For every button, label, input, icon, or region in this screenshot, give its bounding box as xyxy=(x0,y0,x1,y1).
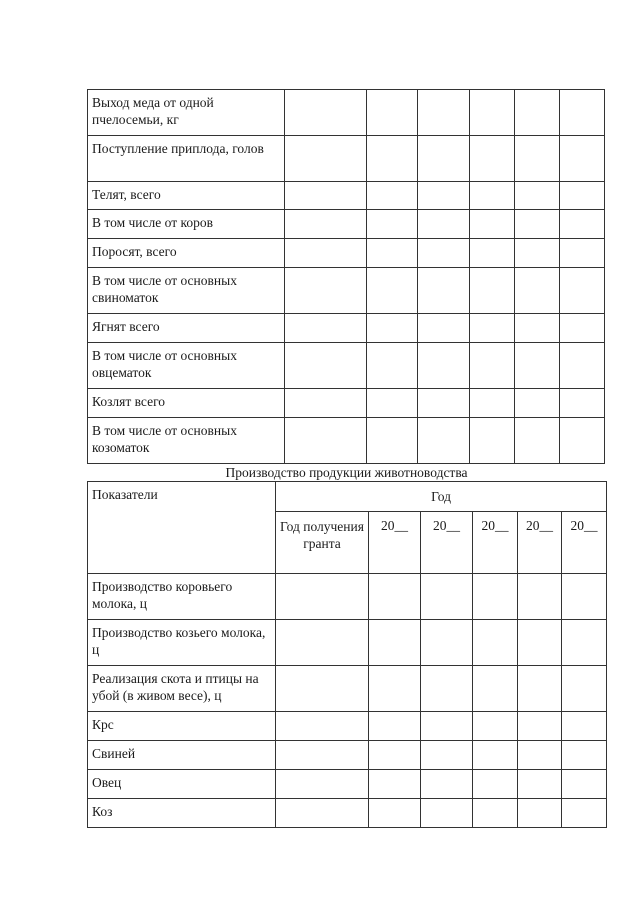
data-cell[interactable] xyxy=(418,210,470,239)
data-cell[interactable] xyxy=(470,389,515,418)
data-cell[interactable] xyxy=(473,574,518,620)
table-row xyxy=(88,90,605,136)
data-cell[interactable] xyxy=(418,418,470,464)
data-cell[interactable] xyxy=(518,620,562,666)
row-label: Производство козьего молока, ц xyxy=(88,620,276,666)
data-cell[interactable] xyxy=(470,343,515,389)
data-cell[interactable] xyxy=(276,799,369,828)
row-label: Овец xyxy=(88,770,276,799)
data-cell[interactable] xyxy=(367,210,418,239)
data-cell[interactable] xyxy=(367,268,418,314)
row-label: Поступление приплода, голов xyxy=(88,136,285,182)
reproduction-table xyxy=(87,89,605,464)
data-cell[interactable] xyxy=(276,712,369,741)
table-row xyxy=(88,574,607,620)
header-year-col: 20__ xyxy=(421,512,473,574)
data-cell[interactable] xyxy=(515,268,560,314)
data-cell[interactable] xyxy=(515,239,560,268)
data-cell[interactable] xyxy=(473,799,518,828)
header-year-col: 20__ xyxy=(473,512,518,574)
row-label: Козлят всего xyxy=(88,389,285,418)
data-cell[interactable] xyxy=(518,574,562,620)
data-cell[interactable] xyxy=(470,136,515,182)
table-row xyxy=(88,712,607,741)
data-cell[interactable] xyxy=(470,210,515,239)
data-cell[interactable] xyxy=(421,574,473,620)
data-cell[interactable] xyxy=(285,182,367,210)
data-cell[interactable] xyxy=(515,90,560,136)
data-cell[interactable] xyxy=(418,90,470,136)
row-label: Выход меда от одной пчелосемьи, кг xyxy=(88,90,285,136)
data-cell[interactable] xyxy=(562,574,607,620)
header-row xyxy=(88,482,607,512)
table-row xyxy=(88,182,605,210)
data-cell[interactable] xyxy=(562,666,607,712)
table-row xyxy=(88,268,605,314)
data-cell[interactable] xyxy=(367,389,418,418)
table-row xyxy=(88,799,607,828)
data-cell[interactable] xyxy=(473,620,518,666)
header-indicators: Показатели xyxy=(88,482,276,574)
data-cell[interactable] xyxy=(285,418,367,464)
row-label: Крс xyxy=(88,712,276,741)
data-cell[interactable] xyxy=(285,268,367,314)
data-cell[interactable] xyxy=(560,90,605,136)
data-cell[interactable] xyxy=(518,741,562,770)
data-cell[interactable] xyxy=(470,268,515,314)
data-cell[interactable] xyxy=(369,799,421,828)
table-row xyxy=(88,389,605,418)
data-cell[interactable] xyxy=(515,182,560,210)
data-cell[interactable] xyxy=(515,136,560,182)
data-cell[interactable] xyxy=(473,741,518,770)
data-cell[interactable] xyxy=(421,666,473,712)
table-row xyxy=(88,136,605,182)
table-row xyxy=(88,343,605,389)
data-cell[interactable] xyxy=(560,239,605,268)
data-cell[interactable] xyxy=(560,418,605,464)
row-label: В том числе от основных овцематок xyxy=(88,343,285,389)
row-label: Коз xyxy=(88,799,276,828)
data-cell[interactable] xyxy=(421,712,473,741)
data-cell[interactable] xyxy=(418,136,470,182)
table-row xyxy=(88,666,607,712)
data-cell[interactable] xyxy=(473,712,518,741)
data-cell[interactable] xyxy=(369,574,421,620)
header-grant-year: Год получения гранта xyxy=(276,512,369,574)
data-cell[interactable] xyxy=(418,268,470,314)
data-cell[interactable] xyxy=(560,343,605,389)
header-year-col: 20__ xyxy=(369,512,421,574)
data-cell[interactable] xyxy=(560,314,605,343)
data-cell[interactable] xyxy=(560,210,605,239)
data-cell[interactable] xyxy=(285,239,367,268)
data-cell[interactable] xyxy=(421,741,473,770)
data-cell[interactable] xyxy=(418,239,470,268)
data-cell[interactable] xyxy=(285,136,367,182)
data-cell[interactable] xyxy=(518,770,562,799)
data-cell[interactable] xyxy=(367,182,418,210)
row-label: В том числе от основных козоматок xyxy=(88,418,285,464)
table-row xyxy=(88,770,607,799)
data-cell[interactable] xyxy=(560,182,605,210)
data-cell[interactable] xyxy=(562,741,607,770)
data-cell[interactable] xyxy=(470,418,515,464)
data-cell[interactable] xyxy=(515,418,560,464)
table-row xyxy=(88,239,605,268)
data-cell[interactable] xyxy=(367,418,418,464)
data-cell[interactable] xyxy=(418,343,470,389)
table-row xyxy=(88,210,605,239)
data-cell[interactable] xyxy=(560,136,605,182)
row-label: Телят, всего xyxy=(88,182,285,210)
data-cell[interactable] xyxy=(285,210,367,239)
data-cell[interactable] xyxy=(515,343,560,389)
data-cell[interactable] xyxy=(473,770,518,799)
data-cell[interactable] xyxy=(367,343,418,389)
data-cell[interactable] xyxy=(518,666,562,712)
data-cell[interactable] xyxy=(418,182,470,210)
table-row xyxy=(88,314,605,343)
data-cell[interactable] xyxy=(515,210,560,239)
data-cell[interactable] xyxy=(367,90,418,136)
data-cell[interactable] xyxy=(560,389,605,418)
row-label: В том числе от коров xyxy=(88,210,285,239)
data-cell[interactable] xyxy=(470,90,515,136)
data-cell[interactable] xyxy=(276,770,369,799)
data-cell[interactable] xyxy=(369,770,421,799)
data-cell[interactable] xyxy=(562,620,607,666)
data-cell[interactable] xyxy=(515,314,560,343)
section-title: Производство продукции животноводства xyxy=(225,465,468,480)
data-cell[interactable] xyxy=(560,268,605,314)
data-cell[interactable] xyxy=(421,620,473,666)
data-cell[interactable] xyxy=(418,314,470,343)
data-cell[interactable] xyxy=(276,574,369,620)
table-row xyxy=(88,418,605,464)
data-cell[interactable] xyxy=(369,620,421,666)
data-cell[interactable] xyxy=(421,799,473,828)
production-table xyxy=(87,481,607,828)
header-year: Год xyxy=(276,482,607,512)
header-year-col: 20__ xyxy=(518,512,562,574)
data-cell[interactable] xyxy=(562,799,607,828)
table-row xyxy=(88,741,607,770)
data-cell[interactable] xyxy=(470,239,515,268)
data-cell[interactable] xyxy=(285,343,367,389)
data-cell[interactable] xyxy=(367,314,418,343)
data-cell[interactable] xyxy=(369,666,421,712)
data-cell[interactable] xyxy=(367,239,418,268)
row-label: Ягнят всего xyxy=(88,314,285,343)
data-cell[interactable] xyxy=(418,389,470,418)
header-year-col: 20__ xyxy=(562,512,607,574)
row-label: Свиней xyxy=(88,741,276,770)
data-cell[interactable] xyxy=(276,666,369,712)
row-label: Производство коровьего молока, ц xyxy=(88,574,276,620)
data-cell[interactable] xyxy=(562,712,607,741)
data-cell[interactable] xyxy=(276,620,369,666)
data-cell[interactable] xyxy=(515,389,560,418)
data-cell[interactable] xyxy=(369,712,421,741)
data-cell[interactable] xyxy=(285,90,367,136)
data-cell[interactable] xyxy=(470,182,515,210)
data-cell[interactable] xyxy=(367,136,418,182)
row-label: Поросят, всего xyxy=(88,239,285,268)
data-cell[interactable] xyxy=(285,314,367,343)
data-cell[interactable] xyxy=(421,770,473,799)
data-cell[interactable] xyxy=(518,712,562,741)
data-cell[interactable] xyxy=(470,314,515,343)
row-label: В том числе от основных свиноматок xyxy=(88,268,285,314)
data-cell[interactable] xyxy=(276,741,369,770)
table-row xyxy=(88,620,607,666)
data-cell[interactable] xyxy=(518,799,562,828)
data-cell[interactable] xyxy=(562,770,607,799)
data-cell[interactable] xyxy=(285,389,367,418)
data-cell[interactable] xyxy=(369,741,421,770)
data-cell[interactable] xyxy=(473,666,518,712)
row-label: Реализация скота и птицы на убой (в живом весе), ц xyxy=(88,666,276,712)
